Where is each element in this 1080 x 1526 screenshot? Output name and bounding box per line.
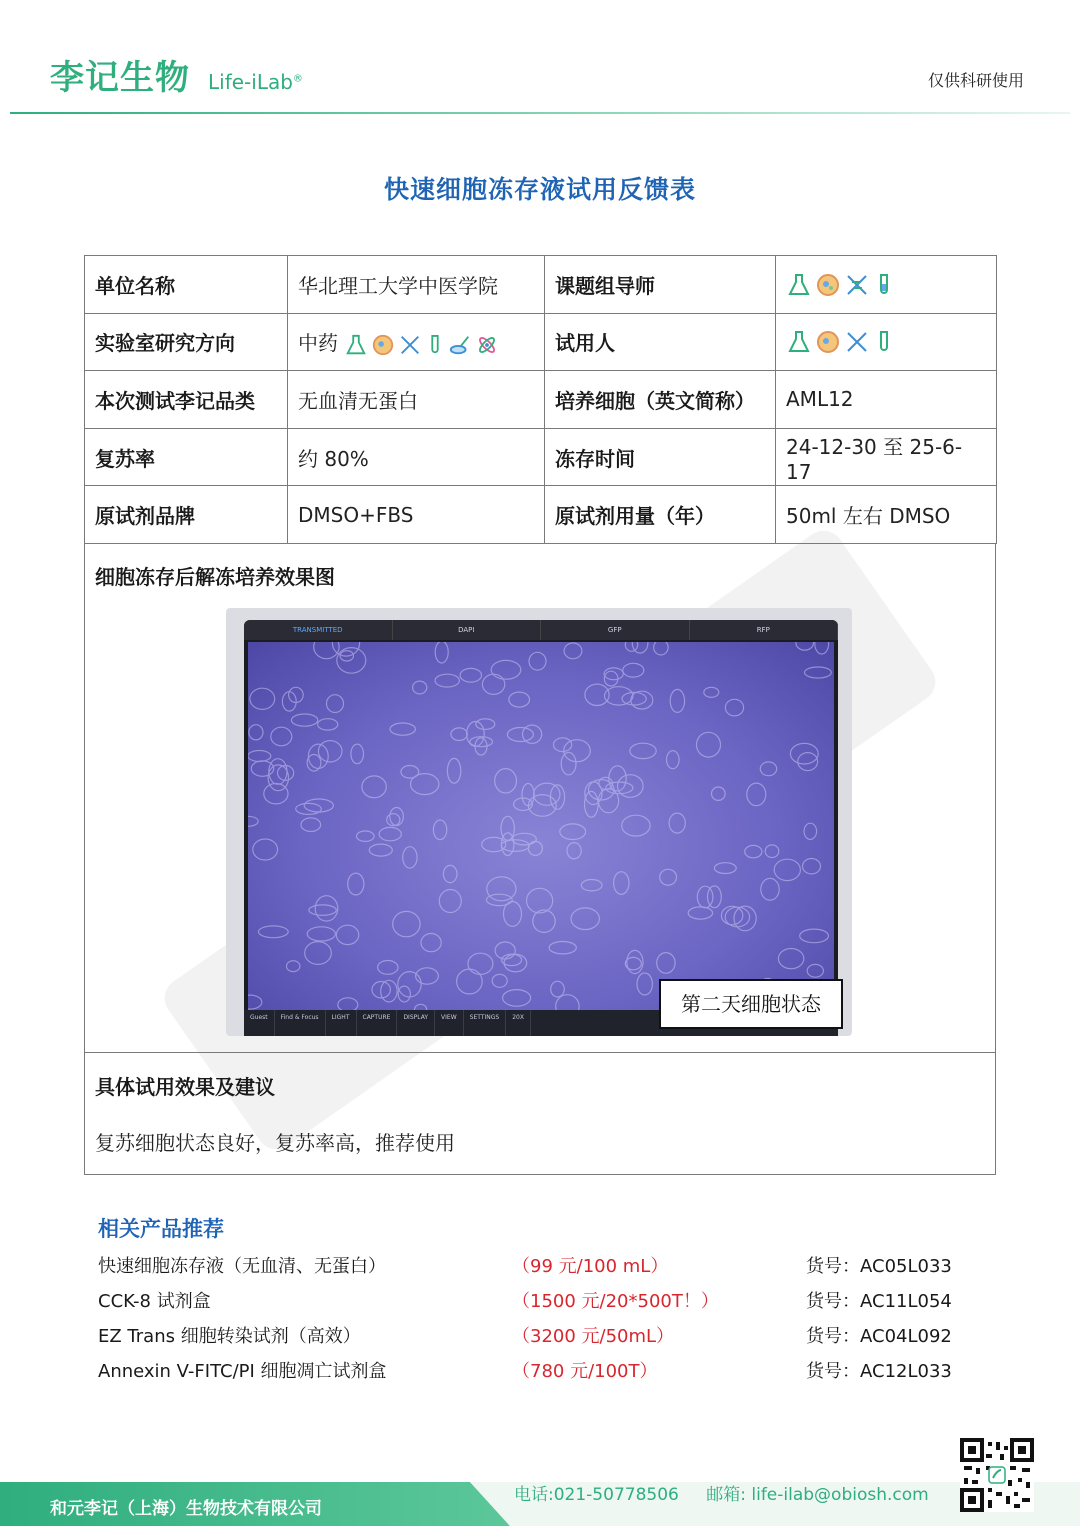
cell-icons [776,313,997,371]
footer-phone: 电话:021-50778506 [514,1485,679,1505]
test-tube-icon [873,329,895,355]
footer-company: 和元李记（上海）生物技术有限公司 [50,1499,322,1519]
cell-label: 实验室研究方向 [85,313,288,371]
cell-label: 课题组导师 [545,256,776,314]
product-row [98,1252,958,1282]
toolbar-item: Guest [244,1010,275,1036]
cell-value: DMSO+FBS [288,486,545,544]
cells-pattern [248,642,834,1010]
cell-label: 本次测试李记品类 [85,371,288,429]
flask-icon [786,329,812,355]
section-label: 具体试用效果及建议 [95,1075,275,1099]
document-title: 快速细胞冻存液试用反馈表 [383,175,696,204]
suggestion-text: 复苏细胞状态良好，复苏率高，推荐使用 [95,1131,455,1155]
microscope-screen [244,620,838,1036]
product-price: （780 元/100T） [512,1361,658,1382]
cell-value: 中药 [288,313,545,371]
toolbar-item: SETTINGS [464,1010,507,1036]
screen-tab: GFP [541,620,690,640]
footer-contact [514,1480,951,1505]
product-row [98,1357,958,1387]
test-tube-icon [873,272,895,298]
product-row [98,1322,958,1352]
cell-label: 复苏率 [85,428,288,486]
cell-label: 原试剂品牌 [85,486,288,544]
product-name: EZ Trans 细胞转染试剂（高效） [98,1326,361,1347]
cell-value: 约 80% [288,428,545,486]
footer-email: 邮箱: life-ilab@obiosh.com [706,1485,929,1505]
info-table [84,255,997,544]
table-row [85,428,997,486]
cell-label: 冻存时间 [545,428,776,486]
product-name: CCK-8 试剂盒 [98,1291,211,1312]
cell-label: 原试剂用量（年） [545,486,776,544]
toolbar-item: CAPTURE [357,1010,398,1036]
dna-icon [844,272,870,298]
image-caption: 第二天细胞状态 [659,979,843,1029]
product-price: （99 元/100 mL） [512,1256,669,1277]
cell-icon [371,333,395,357]
table-row [85,313,997,371]
dna-icon [398,333,422,357]
toolbar-item: 20X [506,1010,531,1036]
cell-label: 单位名称 [85,256,288,314]
cell-label: 试用人 [545,313,776,371]
cell-icon [815,329,841,355]
cell-micrograph [248,642,834,1010]
product-price: （3200 元/50mL） [512,1326,675,1347]
cell-value: 华北理工大学中医学院 [288,256,545,314]
result-image-section [84,543,996,1053]
product-name: Annexin V-FITC/PI 细胞凋亡试剂盒 [98,1361,387,1382]
product-code: 货号：AC04L092 [806,1326,952,1347]
cell-value: AML12 [776,371,997,429]
cell-icon [815,272,841,298]
qr-code-icon [960,1438,1034,1512]
cell-value: 无血清无蛋白 [288,371,545,429]
product-code: 货号：AC12L033 [806,1361,952,1382]
product-code: 货号：AC11L054 [806,1291,952,1312]
microscope-photo [226,608,852,1036]
cell-value: 50ml 左右 DMSO [776,486,997,544]
screen-tab: RFP [690,620,839,640]
product-code: 货号：AC05L033 [806,1256,952,1277]
product-name: 快速细胞冻存液（无血清、无蛋白） [98,1256,386,1277]
cell-label: 培养细胞（英文简称） [545,371,776,429]
research-only-notice: 仅供科研使用 [927,71,1024,90]
toolbar-item: Find & Focus [275,1010,326,1036]
cell-value: 24-12-30 至 25-6-17 [776,428,997,486]
suggestion-section [84,1052,996,1175]
dna-icon [844,329,870,355]
petri-dish-icon [448,333,472,357]
table-row [85,371,997,429]
toolbar-item: LIGHT [326,1010,357,1036]
flask-icon [786,272,812,298]
cell-icons [776,256,997,314]
atom-icon [475,333,499,357]
product-price: （1500 元/20*500T！） [512,1291,719,1312]
header-divider [10,112,1070,114]
brand-name-cn: 李记生物 [50,58,190,98]
brand-logo [50,50,303,99]
test-tube-icon [425,333,445,357]
section-label: 细胞冻存后解冻培养效果图 [95,565,335,589]
recommend-title: 相关产品推荐 [98,1217,224,1241]
toolbar-item: DISPLAY [397,1010,435,1036]
screen-tab: TRANSMITTED [244,620,393,640]
flask-icon [344,333,368,357]
screen-tab: DAPI [393,620,542,640]
toolbar-item: VIEW [435,1010,464,1036]
table-row [85,486,997,544]
table-row [85,256,997,314]
product-row [98,1287,958,1317]
brand-name-en: Life-iLab® [208,70,303,94]
screen-tabbar [244,620,838,640]
